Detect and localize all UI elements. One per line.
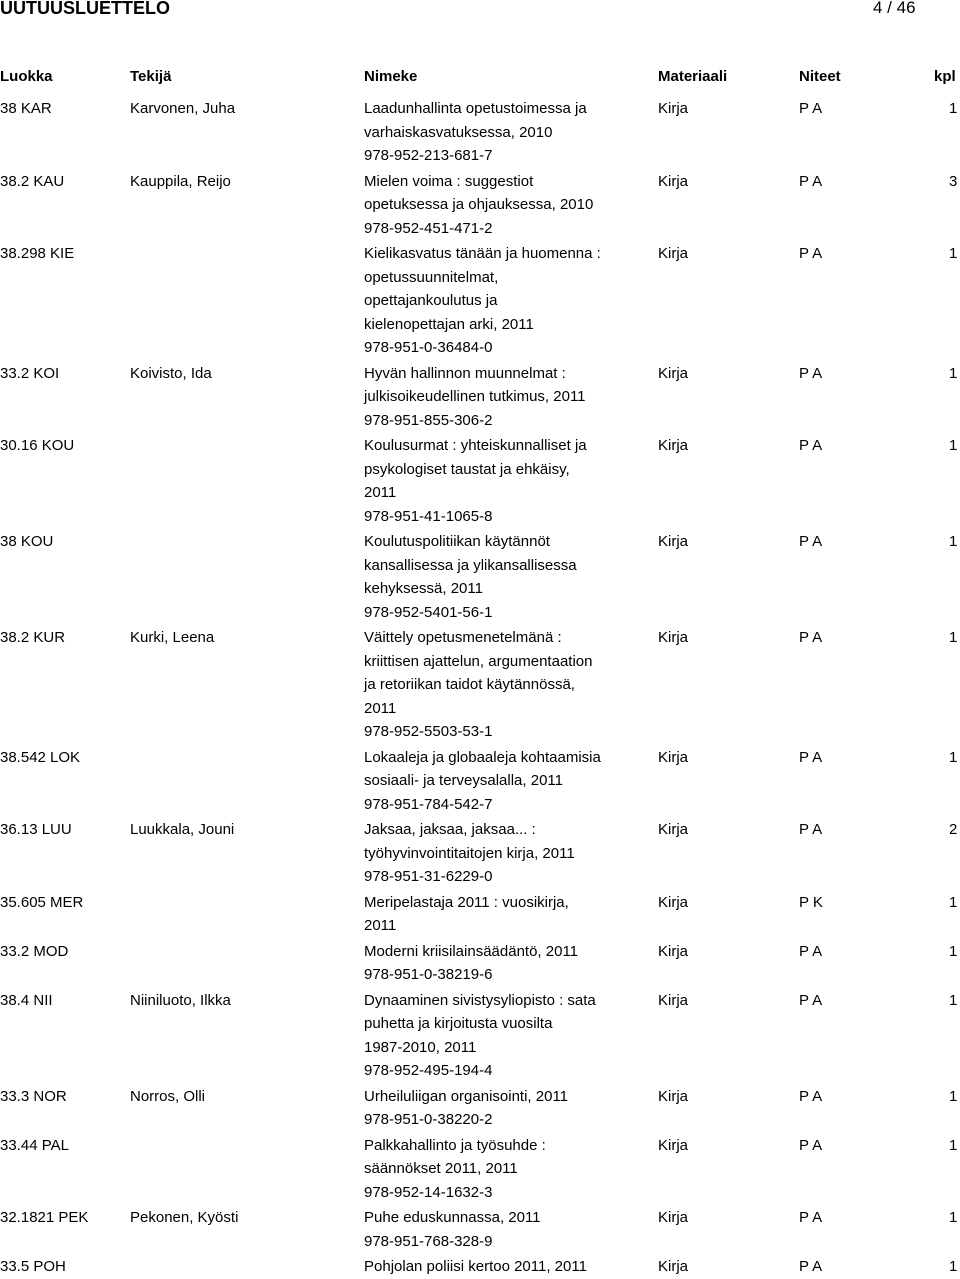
title-line: Moderni kriisilainsäädäntö, 2011 <box>364 942 579 960</box>
quantity: 1 <box>949 364 958 382</box>
title-cell <box>364 242 654 360</box>
copies-location: P A <box>799 991 823 1009</box>
title-cell <box>364 1255 654 1279</box>
call-number: 30.16 KOU <box>0 437 75 454</box>
title-cell <box>364 530 654 624</box>
title-line: Hyvän hallinnon muunnelmat : <box>364 364 566 382</box>
call-number: 38.298 KIE <box>0 245 75 262</box>
author: Koivisto, Ida <box>130 364 212 382</box>
title-line: Kielikasvatus tänään ja huomenna : <box>364 245 601 262</box>
column-header-nimeke: Nimeke <box>364 68 418 85</box>
title-cell <box>364 989 654 1083</box>
title-line: puhetta ja kirjoitusta vuosilta <box>364 1015 553 1032</box>
quantity: 1 <box>949 1209 958 1226</box>
title-line: Urheiluliigan organisointi, 2011 <box>364 1087 569 1105</box>
material-type: Kirja <box>658 748 689 766</box>
title-line: 2011 <box>364 917 397 934</box>
isbn: 978-952-5401-56-1 <box>364 603 493 621</box>
call-number: 36.13 LUU <box>0 821 72 838</box>
call-number: 38.4 NII <box>0 991 53 1009</box>
call-number: 38 KAR <box>0 100 52 117</box>
copies-location: P A <box>799 533 823 550</box>
title-line: Mielen voima : suggestiot <box>364 172 534 190</box>
quantity: 1 <box>949 1258 958 1275</box>
call-number: 33.2 KOI <box>0 364 60 382</box>
isbn: 978-951-41-1065-8 <box>364 507 493 525</box>
title-cell <box>364 1085 654 1132</box>
column-header-luokka: Luokka <box>0 68 53 85</box>
material-type: Kirja <box>658 172 689 190</box>
copies-location: P A <box>799 1136 823 1154</box>
column-header-niteet: Niteet <box>799 68 841 85</box>
quantity: 1 <box>949 991 958 1009</box>
title-line: Pohjolan poliisi kertoo 2011, 2011 <box>364 1258 587 1275</box>
isbn: 978-951-855-306-2 <box>364 411 493 429</box>
copies-location: P A <box>799 245 823 262</box>
author: Luukkala, Jouni <box>130 821 235 838</box>
title-line: varhaiskasvatuksessa, 2010 <box>364 123 553 141</box>
page-number: 4 / 46 <box>873 0 916 17</box>
copies-location: P A <box>799 1258 823 1275</box>
title-cell <box>364 818 654 889</box>
quantity: 1 <box>949 629 958 646</box>
copies-location: P A <box>799 100 823 117</box>
title-cell <box>364 1134 654 1205</box>
title-line: 1987-2010, 2011 <box>364 1038 477 1056</box>
isbn: 978-952-495-194-4 <box>364 1062 493 1079</box>
copies-location: P A <box>799 437 823 454</box>
isbn: 978-951-0-38220-2 <box>364 1111 493 1128</box>
title-line: opetuksessa ja ohjauksessa, 2010 <box>364 196 594 213</box>
quantity: 1 <box>949 437 958 454</box>
author: Pekonen, Kyösti <box>130 1209 239 1226</box>
quantity: 1 <box>949 1087 958 1105</box>
author: Niiniluoto, Ilkka <box>130 991 231 1009</box>
column-header-materiaali: Materiaali <box>658 68 728 85</box>
title-line: Laadunhallinta opetustoimessa ja <box>364 100 587 117</box>
call-number: 33.5 POH <box>0 1258 66 1275</box>
copies-location: P A <box>799 629 823 646</box>
quantity: 3 <box>949 172 958 190</box>
title-line: Koulusurmat : yhteiskunnalliset ja <box>364 437 587 454</box>
isbn: 978-951-784-542-7 <box>364 795 493 813</box>
title-cell <box>364 746 654 817</box>
material-type: Kirja <box>658 364 689 382</box>
title-line: psykologiset taustat ja ehkäisy, <box>364 460 570 478</box>
author: Norros, Olli <box>130 1087 206 1105</box>
call-number: 32.1821 PEK <box>0 1209 89 1226</box>
title-line: kielenopettajan arki, 2011 <box>364 315 534 333</box>
author: Kurki, Leena <box>130 629 215 646</box>
quantity: 1 <box>949 942 958 960</box>
call-number: 35.605 MER <box>0 893 84 911</box>
title-line: Väittely opetusmenetelmänä : <box>364 629 562 646</box>
title-line: kriittisen ajattelun, argumentaation <box>364 652 593 670</box>
title-cell <box>364 97 654 168</box>
title-line: opettajankoulutus ja <box>364 292 498 309</box>
author: Karvonen, Juha <box>130 100 236 117</box>
copies-location: P A <box>799 172 823 190</box>
quantity: 1 <box>949 893 958 911</box>
isbn: 978-952-5503-53-1 <box>364 723 493 740</box>
isbn: 978-952-213-681-7 <box>364 147 493 164</box>
quantity: 1 <box>949 748 958 766</box>
title-line: säännökset 2011, 2011 <box>364 1160 518 1177</box>
title-cell <box>364 434 654 528</box>
title-cell <box>364 362 654 433</box>
material-type: Kirja <box>658 821 689 838</box>
material-type: Kirja <box>658 1209 689 1226</box>
column-header-tekija: Tekijä <box>130 68 172 85</box>
isbn: 978-951-768-328-9 <box>364 1232 493 1250</box>
title-line: 2011 <box>364 699 397 717</box>
material-type: Kirja <box>658 245 689 262</box>
material-type: Kirja <box>658 942 689 960</box>
isbn: 978-952-14-1632-3 <box>364 1183 493 1201</box>
call-number: 33.2 MOD <box>0 942 69 960</box>
title-cell <box>364 626 654 744</box>
material-type: Kirja <box>658 629 689 646</box>
title-line: Palkkahallinto ja työsuhde : <box>364 1136 546 1154</box>
call-number: 38 KOU <box>0 533 54 550</box>
author: Kauppila, Reijo <box>130 172 231 190</box>
copies-location: P A <box>799 942 823 960</box>
title-line: kehyksessä, 2011 <box>364 580 483 597</box>
title-line: ja retoriikan taidot käytännössä, <box>364 676 575 693</box>
copies-location: P A <box>799 1087 823 1105</box>
quantity: 1 <box>949 245 958 262</box>
material-type: Kirja <box>658 893 689 911</box>
title-line: Meripelastaja 2011 : vuosikirja, <box>364 893 569 911</box>
title-line: Dynaaminen sivistysyliopisto : sata <box>364 991 596 1009</box>
copies-location: P A <box>799 364 823 382</box>
title-line: sosiaali- ja terveysalalla, 2011 <box>364 772 563 789</box>
material-type: Kirja <box>658 437 689 454</box>
call-number: 38.2 KUR <box>0 629 66 646</box>
call-number: 38.542 LOK <box>0 748 81 766</box>
column-header-kpl: kpl <box>934 68 956 85</box>
call-number: 33.3 NOR <box>0 1087 67 1105</box>
title-cell <box>364 940 654 987</box>
title-line: julkisoikeudellinen tutkimus, 2011 <box>364 388 586 405</box>
quantity: 1 <box>949 533 958 550</box>
call-number: 38.2 KAU <box>0 172 65 190</box>
quantity: 1 <box>949 1136 958 1154</box>
isbn: 978-951-31-6229-0 <box>364 868 493 885</box>
title-cell <box>364 1206 654 1253</box>
quantity: 1 <box>949 100 958 117</box>
copies-location: P A <box>799 1209 823 1226</box>
material-type: Kirja <box>658 1087 689 1105</box>
column-header-row <box>0 68 960 88</box>
call-number: 33.44 PAL <box>0 1136 69 1154</box>
title-line: Koulutuspolitiikan käytännöt <box>364 533 550 550</box>
material-type: Kirja <box>658 991 689 1009</box>
document-title: UUTUUSLUETTELO <box>0 0 170 18</box>
material-type: Kirja <box>658 533 689 550</box>
title-cell <box>364 170 654 241</box>
title-line: Puhe eduskunnassa, 2011 <box>364 1209 541 1226</box>
title-line: opetussuunnitelmat, <box>364 268 499 286</box>
copies-location: P A <box>799 748 823 766</box>
title-line: Jaksaa, jaksaa, jaksaa... : <box>364 821 536 838</box>
copies-location: P K <box>799 893 823 911</box>
isbn: 978-952-451-471-2 <box>364 219 493 237</box>
material-type: Kirja <box>658 1258 689 1275</box>
material-type: Kirja <box>658 100 689 117</box>
material-type: Kirja <box>658 1136 689 1154</box>
quantity: 2 <box>949 821 958 838</box>
title-cell <box>364 891 654 938</box>
title-line: työhyvinvointitaitojen kirja, 2011 <box>364 844 575 862</box>
isbn: 978-951-0-36484-0 <box>364 339 493 356</box>
title-line: 2011 <box>364 484 397 501</box>
isbn: 978-951-0-38219-6 <box>364 966 493 983</box>
title-line: Lokaaleja ja globaaleja kohtaamisia <box>364 748 601 766</box>
title-line: kansallisessa ja ylikansallisessa <box>364 556 577 574</box>
copies-location: P A <box>799 821 823 838</box>
